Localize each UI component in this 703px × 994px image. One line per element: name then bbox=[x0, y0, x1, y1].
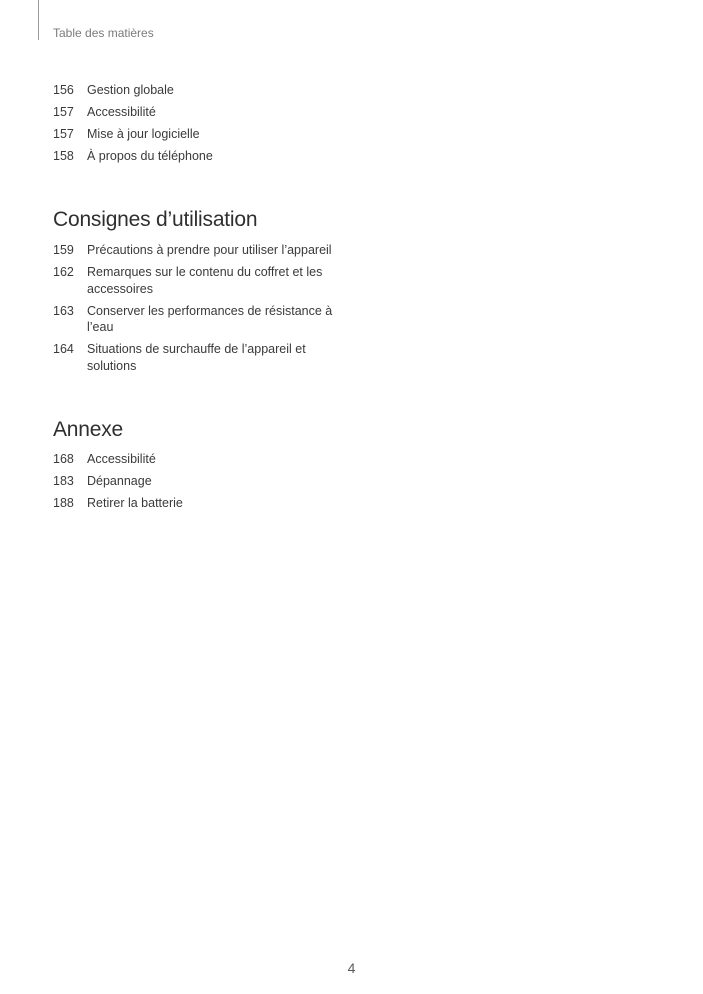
toc-entry[interactable] bbox=[53, 451, 353, 468]
toc-entry-title: Gestion globale bbox=[87, 83, 174, 97]
toc-entry-title: À propos du téléphone bbox=[87, 149, 213, 163]
toc-page-number: 183 bbox=[53, 474, 74, 488]
toc-entry-title: Précautions à prendre pour utiliser l’appareil bbox=[87, 243, 332, 257]
toc-page-number: 163 bbox=[53, 303, 74, 318]
toc-entry[interactable] bbox=[53, 264, 353, 297]
toc-page-number: 162 bbox=[53, 265, 74, 279]
toc-entry-title: Accessibilité bbox=[87, 105, 156, 119]
toc-page-number: 164 bbox=[53, 342, 74, 356]
toc-page-number: 156 bbox=[53, 83, 74, 97]
toc-entry-title: Situations de surchauffe de l’appareil et solutions bbox=[87, 342, 306, 373]
toc-entry[interactable] bbox=[53, 473, 353, 490]
toc-entry[interactable] bbox=[53, 341, 353, 374]
header-title: Table des matières bbox=[53, 26, 154, 40]
toc-entry-title: Dépannage bbox=[87, 474, 152, 488]
toc-entry-title: Conserver les performances de résistance à l’eau bbox=[87, 303, 333, 334]
section-title-annexe: Annexe bbox=[53, 418, 124, 441]
toc-entry[interactable] bbox=[53, 148, 353, 165]
section-title-consignes: Consignes d’utilisation bbox=[53, 208, 258, 231]
toc-entry[interactable] bbox=[53, 104, 353, 121]
toc-entry[interactable] bbox=[53, 126, 353, 143]
toc-page-number: 157 bbox=[53, 127, 74, 141]
toc-page-number: 157 bbox=[53, 105, 74, 119]
toc-entry-title: Mise à jour logicielle bbox=[87, 127, 200, 141]
toc-entry[interactable] bbox=[53, 303, 353, 336]
toc-page-number: 159 bbox=[53, 243, 74, 257]
toc-entry-title: Retirer la batterie bbox=[87, 496, 183, 510]
toc-entry[interactable] bbox=[53, 82, 353, 99]
toc-list-top bbox=[53, 82, 353, 170]
toc-list-consignes bbox=[53, 242, 353, 380]
toc-page-number: 188 bbox=[53, 496, 74, 510]
page-number: 4 bbox=[347, 960, 356, 976]
toc-entry-title: Accessibilité bbox=[87, 452, 156, 466]
toc-entry[interactable] bbox=[53, 242, 353, 259]
toc-list-annexe bbox=[53, 451, 353, 517]
toc-page-number: 168 bbox=[53, 452, 74, 466]
header-rule bbox=[38, 0, 39, 40]
toc-page-number: 158 bbox=[53, 149, 74, 163]
toc-entry-title: Remarques sur le contenu du coffret et les accessoires bbox=[87, 265, 323, 296]
toc-entry[interactable] bbox=[53, 495, 353, 512]
